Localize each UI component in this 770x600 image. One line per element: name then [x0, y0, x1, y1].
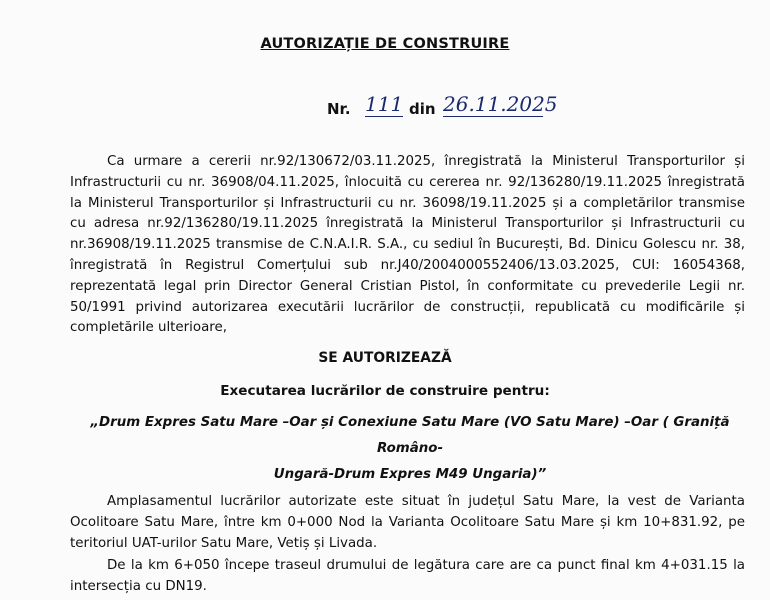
intro-paragraph-block	[70, 152, 745, 339]
permit-date-handwritten	[443, 92, 558, 117]
date-label: din	[409, 100, 436, 118]
section-heading: SE AUTORIZEAZĂ	[318, 350, 452, 366]
execution-heading: Executarea lucrărilor de construire pentru:	[220, 383, 550, 399]
document-title: AUTORIZAȚIE DE CONSTRUIRE	[260, 36, 510, 52]
permit-number-line	[315, 92, 575, 124]
location-paragraph-block	[70, 492, 745, 554]
project-title	[70, 410, 750, 488]
number-label: Nr.	[327, 100, 351, 118]
project-title-line-1: „Drum Expres Satu Mare –Oar și Conexiune Satu Mare (VO Satu Mare) –Oar ( Graniță Româno-	[90, 415, 730, 456]
permit-date-value: 26.11.2025	[443, 92, 558, 116]
permit-number-handwritten	[365, 92, 403, 117]
location-paragraph: Amplasamentul lucrărilor autorizate este situat în județul Satu Mare, la vest de Varianta Ocolitoare Satu Mare, între km 0+000 Nod la Varianta Ocolitoare Satu Mare și km 10+831.92, pe teritoriul UAT-urilor Satu Mare, Vetiș și Livada.	[70, 494, 745, 551]
route-paragraph-block	[70, 556, 745, 598]
intro-paragraph: Ca urmare a cererii nr.92/130672/03.11.2025, înregistrată la Ministerul Transporturilor și Infrastructurii cu nr. 36908/04.11.2025, înlocuită cu cererea nr. 92/136280/19.11.2025 înregistrată la Ministerul Transporturilor și Infrastructurii cu nr. 36098/19.11.2025 și a completărilor transmise cu adresa nr.92/136280/19.11.2025 înregistrată la Ministerul Transporturilor și Infrastructurii cu nr.36908/19.11.2025 transmise de C.N.A.I.R. S.A., cu sediul în București, Bd. Dinicu Golescu nr. 38, înregistrată în Registrul Comerțului sub nr.J40/2004000552406/13.03.2025, CUI: 16054368, reprezentată legal prin Director General Cristian Pistol, în conformitate cu prevederile Legii nr. 50/1991 privind autorizarea executării lucrărilor de construcții, republicată cu modificările și completările ulterioare,	[70, 154, 745, 336]
route-paragraph: De la km 6+050 începe traseul drumului de legătura care are ca punct final km 4+031.15 la intersecția cu DN19.	[70, 558, 745, 594]
permit-number-value: 111	[365, 92, 404, 116]
project-title-line-2: Ungară-Drum Expres M49 Ungaria)”	[273, 467, 547, 482]
